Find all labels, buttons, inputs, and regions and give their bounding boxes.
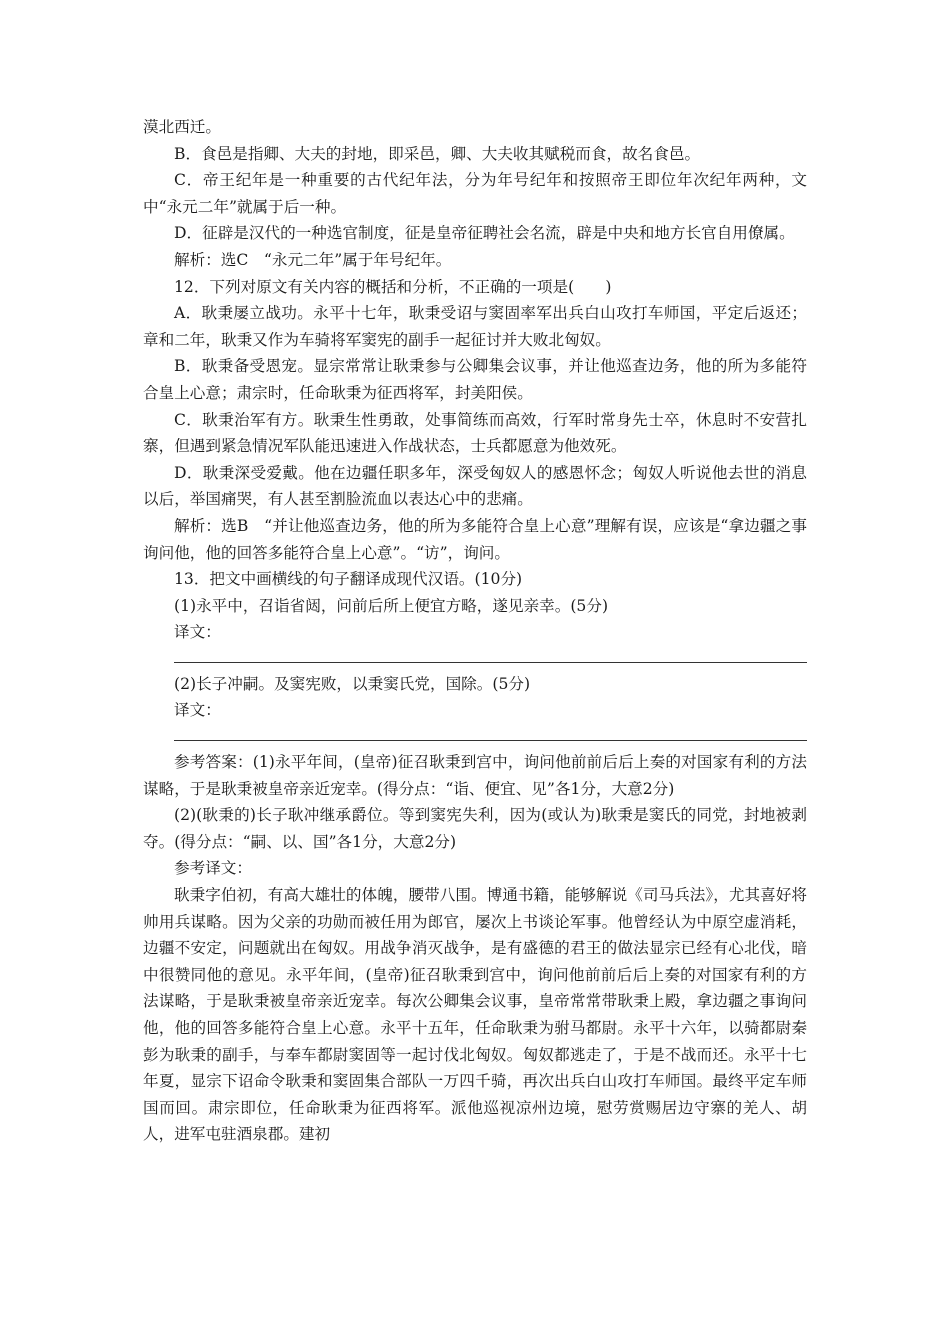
- document-body: [143, 114, 807, 1148]
- q12-option-d: D．耿秉深受爱戴。他在边疆任职多年，深受匈奴人的感恩怀念；匈奴人听说他去世的消息以后，举国痛哭，有人甚至割脸流血以表达心中的悲痛。: [143, 463, 807, 509]
- question-13: 13．把文中画横线的句子翻译成现代汉语。(10分): [174, 570, 523, 589]
- question-12: 12．下列对原文有关内容的概括和分析，不正确的一项是( ): [174, 277, 612, 296]
- answer-line-1[interactable]: [174, 662, 807, 663]
- q12-option-a: A．耿秉屡立战功。永平十七年，耿秉受诏与窦固率军出兵白山攻打车师国，平定后返还；章和二年，耿秉又作为车骑将军窦宪的副手一起征讨并大败北匈奴。: [143, 304, 807, 349]
- option-b-food-fief: B．食邑是指卿、大夫的封地，即采邑，卿、大夫收其赋税而食，故名食邑。: [174, 144, 701, 163]
- option-d-zhengpi: D．征辟是汉代的一种选官制度，征是皇帝征聘社会名流，辟是中央和地方长官自用僚属。: [174, 224, 795, 243]
- analysis-q12: 解析：选B “并让他巡查边务，他的所为多能符合皇上心意”理解有误，应该是“拿边疆之事询问他，他的回答多能符合皇上心意”。“访”，询问。: [143, 516, 807, 562]
- translation-label-2: 译文：: [174, 701, 221, 720]
- translation-label-1: 译文：: [174, 623, 221, 642]
- q12-option-c: C．耿秉治军有方。耿秉生性勇敢，处事简练而高效，行军时常身先士卒，休息时不安营扎寨，但遇到紧急情况军队能迅速进入作战状态，士兵都愿意为他效死。: [143, 410, 807, 456]
- answer-line-2[interactable]: [174, 740, 807, 741]
- q12-option-b: B．耿秉备受恩宠。显宗常常让耿秉参与公卿集会议事，并让他巡查边务，他的所为多能符合皇上心意；肃宗时，任命耿秉为征西将军，封美阳侯。: [143, 357, 807, 402]
- text-line-continuation: 漠北西迁。: [143, 118, 221, 136]
- reference-translation-body: 耿秉字伯初，有高大雄壮的体魄，腰带八围。博通书籍，能够解说《司马兵法》，尤其喜好将帅用兵谋略。因为父亲的功勋而被任用为郎官，屡次上书谈论军事。他曾经认为中原空虚消耗，边疆不安定，问题就出在匈奴。用战争消灭战争，是有盛德的君王的做法显宗已经有心北伐，暗中很赞同他的意见。永平年间，(皇帝)征召耿秉到宫中，询问他前前后后上奏的对国家有利的方法谋略，于是耿秉被皇帝亲近宠幸。每次公卿集会议事，皇帝常常带耿秉上殿，拿边疆之事询问他，他的回答多能符合皇上心意。永平十五年，任命耿秉为驸马都尉。永平十六年，以骑都尉秦彭为耿秉的副手，与奉车都尉窦固等一起讨伐北匈奴。匈奴都逃走了，于是不战而还。永平十七年夏，显宗下诏命令耿秉和窦固集合部队一万四千骑，再次出兵白山攻打车师国。最终平定车师国而回。肃宗即位，任命耿秉为征西将军。派他巡视凉州边境，慰劳赏赐居边守寨的羌人、胡人，进军屯驻酒泉郡。建初: [143, 886, 807, 1144]
- reference-translation-heading: 参考译文：: [174, 859, 252, 878]
- analysis-q11: 解析：选C “永元二年”属于年号纪年。: [174, 250, 452, 269]
- reference-answer-2: (2)(耿秉的)长子耿冲继承爵位。等到窦宪失利，因为(或认为)耿秉是窦氏的同党，封地被剥夺。(得分点：“嗣、以、国”各1分，大意2分): [143, 806, 807, 851]
- q13-sentence-2: (2)长子冲嗣。及窦宪败，以秉窦氏党，国除。(5分): [174, 674, 531, 693]
- q13-sentence-1: (1)永平中，召诣省闼，问前后所上便宜方略，遂见亲幸。(5分): [174, 596, 609, 615]
- option-c-era-naming: C．帝王纪年是一种重要的古代纪年法，分为年号纪年和按照帝王即位年次纪年两种，文中“永元二年”就属于后一种。: [143, 171, 807, 216]
- reference-answer-1: 参考答案：(1)永平年间，(皇帝)征召耿秉到宫中，询问他前前后后上奏的对国家有利的方法谋略，于是耿秉被皇帝亲近宠幸。(得分点：“诣、便宜、见”各1分，大意2分): [143, 753, 807, 798]
